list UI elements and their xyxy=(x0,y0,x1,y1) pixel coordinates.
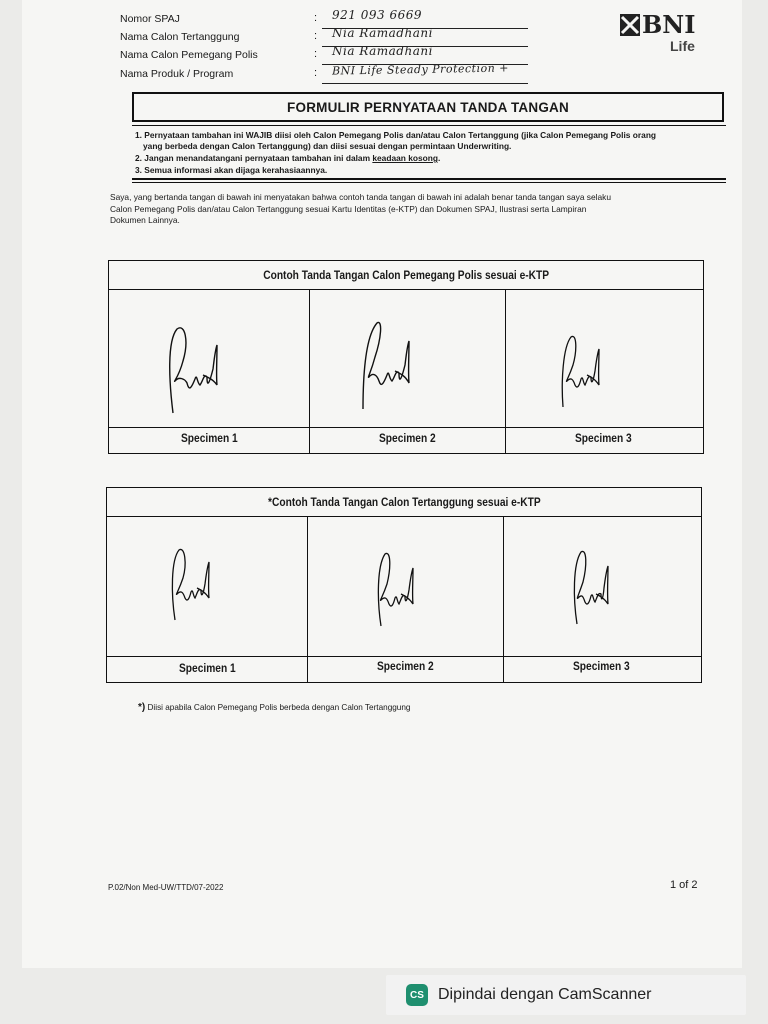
footnote-mark: *) xyxy=(138,702,146,713)
logo-sub: Life xyxy=(670,38,695,54)
column-divider xyxy=(309,289,310,453)
note-1-line-2: yang berbeda dengan Calon Tertanggung) dan diisi sesuai dengan permintaan Underwriting. xyxy=(143,141,512,151)
insured-signature-table xyxy=(106,487,702,683)
table-header xyxy=(107,488,701,517)
field-underline xyxy=(322,28,528,29)
footnote xyxy=(138,702,410,713)
colon: : xyxy=(314,30,318,42)
colon: : xyxy=(314,12,318,24)
declaration-line: Saya, yang bertanda tangan di bawah ini menyatakan bahwa contoh tanda tangan di bawah ini adalah benar tanda tangan saya selaku xyxy=(110,192,612,202)
specimen-label-text: Specimen 1 xyxy=(180,431,238,445)
signature-image xyxy=(169,544,219,624)
policyholder-name-value: Nia Ramadhani xyxy=(332,44,433,58)
specimen-label xyxy=(107,661,307,675)
specimen-label-text: Specimen 1 xyxy=(178,661,236,675)
camscanner-logo-icon: CS xyxy=(406,984,428,1006)
product-label: Nama Produk / Program xyxy=(120,68,234,80)
specimen-label xyxy=(309,431,505,445)
declaration-line: Calon Pemegang Polis dan/atau Calon Tertanggung sesuai Kartu Identitas (e-KTP) dan Dokumen SPAJ, Ilustrasi serta Lampiran xyxy=(110,203,587,214)
specimen-label-text: Specimen 2 xyxy=(378,431,436,445)
note-2-period: . xyxy=(438,153,441,163)
field-underline xyxy=(322,83,528,84)
specimen-label-text: Specimen 3 xyxy=(574,431,632,445)
signature-image xyxy=(167,321,227,416)
declaration xyxy=(110,192,710,227)
camscanner-watermark xyxy=(386,975,746,1015)
signature-image xyxy=(373,548,423,630)
note-2 xyxy=(135,153,440,164)
divider xyxy=(132,125,726,126)
column-divider xyxy=(503,516,504,682)
specimen-label xyxy=(109,431,309,445)
product-value: BNI Life Steady Protection + xyxy=(331,61,510,78)
policyholder-signature-table xyxy=(108,260,704,454)
form-title: FORMULIR PERNYATAAN TANDA TANGAN xyxy=(287,99,569,115)
note-1-line-1: 1. Pernyataan tambahan ini WAJIB diisi oleh Calon Pemegang Polis dan/atau Calon Tertanggung (jika Calon Pemegang Polis orang xyxy=(135,130,657,140)
row-divider xyxy=(109,427,703,428)
colon: : xyxy=(314,48,318,60)
table-header xyxy=(109,261,703,290)
form-title-box xyxy=(132,92,724,122)
document-page xyxy=(22,0,742,968)
note-2-emphasis: keadaan kosong xyxy=(372,153,438,163)
bni-logo-icon xyxy=(620,14,640,36)
page-number: 1 of 2 xyxy=(670,879,698,891)
note-1 xyxy=(135,130,727,152)
note-3: 3. Semua informasi akan dijaga kerahasiaannya. xyxy=(135,165,328,175)
specimen-label-text: Specimen 3 xyxy=(572,659,630,673)
signature-image xyxy=(359,317,419,412)
column-divider xyxy=(307,516,308,682)
signature-image xyxy=(571,546,615,628)
insured-name-label: Nama Calon Tertanggung xyxy=(120,31,240,43)
signature-image xyxy=(559,331,609,411)
field-underline xyxy=(322,46,528,47)
policyholder-name-label: Nama Calon Pemegang Polis xyxy=(120,49,258,61)
specimen-label xyxy=(503,659,699,673)
insured-name-value: Nia Ramadhani xyxy=(332,26,433,40)
form-code: P.02/Non Med-UW/TTD/07-2022 xyxy=(108,883,224,892)
table-title: *Contoh Tanda Tangan Calon Tertanggung sesuai e-KTP xyxy=(267,495,541,509)
spaj-number-label: Nomor SPAJ xyxy=(120,13,180,25)
divider xyxy=(132,182,726,183)
specimen-label-text: Specimen 2 xyxy=(376,659,434,673)
footnote-text: Diisi apabila Calon Pemegang Polis berbeda dengan Calon Tertanggung xyxy=(147,703,411,712)
spaj-number-value: 921 093 6669 xyxy=(332,8,422,22)
field-underline xyxy=(322,64,528,65)
logo-brand: BNI xyxy=(642,10,696,39)
camscanner-text: Dipindai dengan CamScanner xyxy=(438,986,652,1003)
row-divider xyxy=(107,656,701,657)
specimen-label xyxy=(505,431,701,445)
divider xyxy=(132,178,726,180)
table-title: Contoh Tanda Tangan Calon Pemegang Polis sesuai e-KTP xyxy=(263,268,549,282)
note-2-text: 2. Jangan menandatangani pernyataan tambahan ini dalam xyxy=(135,153,371,163)
declaration-line: Dokumen Lainnya. xyxy=(110,215,180,225)
specimen-label xyxy=(307,659,503,673)
colon: : xyxy=(314,67,318,79)
column-divider xyxy=(505,289,506,453)
